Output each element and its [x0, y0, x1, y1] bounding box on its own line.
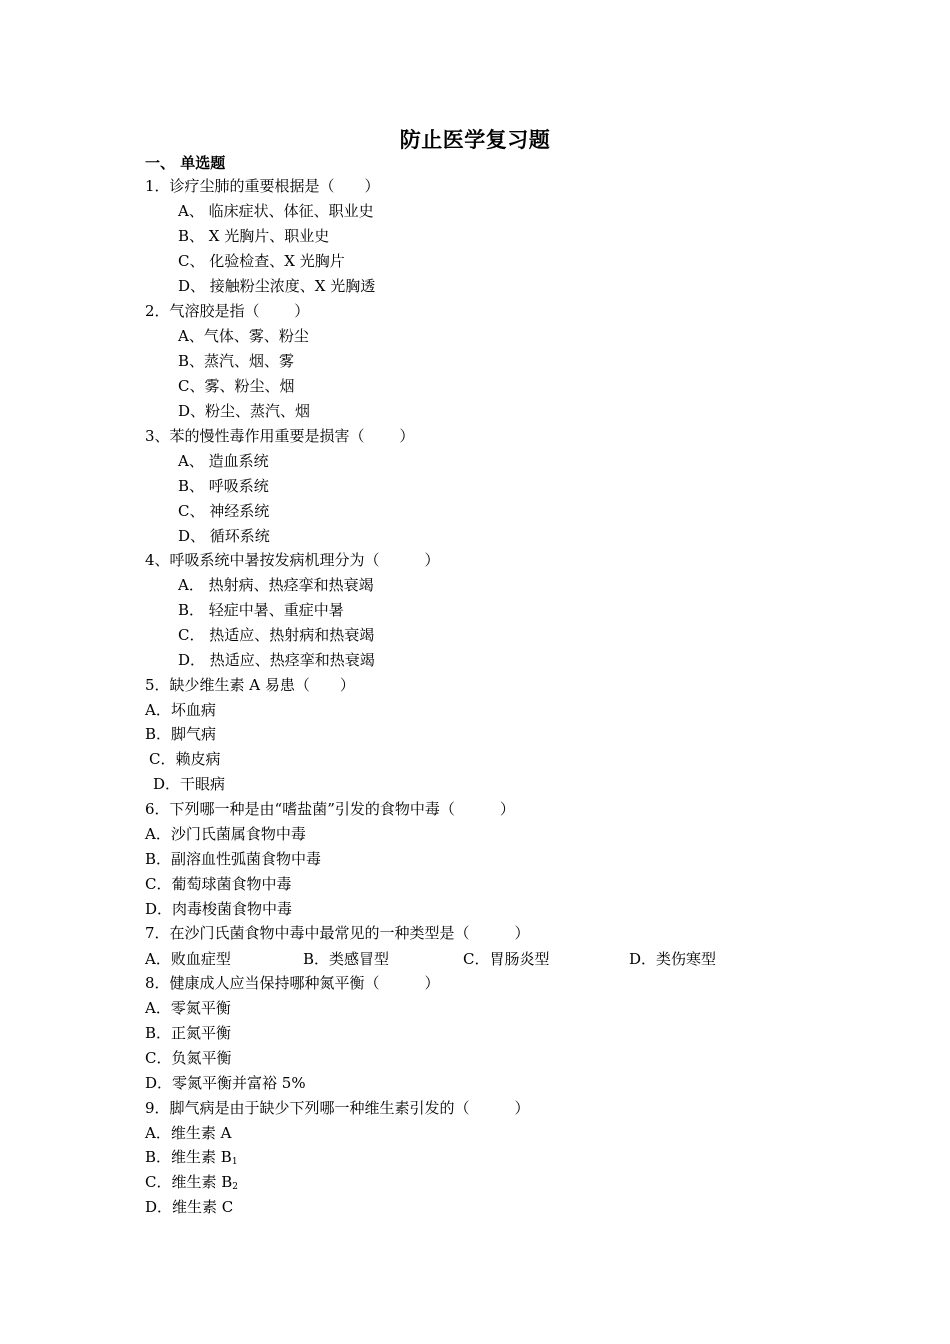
- question-4-option-d: D． 热适应、热痉挛和热衰竭: [178, 651, 375, 669]
- question-1-option-d: D、 接触粉尘浓度、X 光胸透: [178, 277, 376, 295]
- question-1-option-b: B、 X 光胸片、职业史: [178, 227, 330, 245]
- question-8-stem: 8．健康成人应当保持哪种氮平衡（ ）: [145, 974, 440, 992]
- question-7-option-a: A．败血症型: [145, 950, 231, 968]
- question-4-option-b: B． 轻症中暑、重症中暑: [178, 601, 344, 619]
- question-3-option-b: B、 呼吸系统: [178, 477, 269, 495]
- question-9-option-d: D．维生素 C: [145, 1198, 234, 1216]
- question-4-option-c: C． 热适应、热射病和热衰竭: [178, 626, 375, 644]
- question-8-option-a: A．零氮平衡: [145, 999, 231, 1017]
- question-5-stem: 5．缺少维生素 A 易患（ ）: [145, 676, 355, 694]
- question-9-stem: 9．脚气病是由于缺少下列哪一种维生素引发的（ ）: [145, 1099, 530, 1117]
- question-1-option-c: C、 化验检查、X 光胸片: [178, 252, 345, 270]
- question-3-option-c: C、 神经系统: [178, 502, 270, 520]
- question-2-option-d: D、粉尘、蒸汽、烟: [178, 402, 311, 420]
- question-4-option-a: A． 热射病、热痉挛和热衰竭: [178, 576, 374, 594]
- question-1-stem: 1．诊疗尘肺的重要根据是（ ）: [145, 177, 380, 195]
- question-3-stem: 3、苯的慢性毒作用重要是损害（ ）: [145, 427, 415, 445]
- question-8-option-c: C．负氮平衡: [145, 1049, 232, 1067]
- question-9-option-a: A．维生素 A: [145, 1124, 232, 1142]
- question-7-option-b: B．类感冒型: [303, 950, 390, 968]
- question-8-option-b: B．正氮平衡: [145, 1024, 232, 1042]
- question-6-stem: 6．下列哪一种是由“嗜盐菌”引发的食物中毒（ ）: [145, 800, 515, 818]
- question-6-option-a: A．沙门氏菌属食物中毒: [145, 825, 306, 843]
- question-5-option-d: D．干眼病: [153, 775, 226, 793]
- question-6-option-c: C．葡萄球菌食物中毒: [145, 875, 292, 893]
- question-3-option-d: D、 循环系统: [178, 527, 270, 545]
- question-2-stem: 2．气溶胶是指（ ）: [145, 302, 310, 320]
- question-7-option-d: D．类伤寒型: [629, 950, 717, 968]
- question-4-stem: 4、呼吸系统中暑按发病机理分为（ ）: [145, 551, 440, 569]
- question-9-option-c: C．维生素 $B_2$: [145, 1173, 239, 1192]
- question-9-option-b: B．维生素 $B_1$: [145, 1148, 238, 1167]
- question-6-option-d: D．肉毒梭菌食物中毒: [145, 900, 293, 918]
- question-1-option-a: A、 临床症状、体征、职业史: [178, 202, 374, 220]
- question-2-option-b: B、蒸汽、烟、雾: [178, 352, 295, 370]
- question-7-stem: 7．在沙门氏菌食物中毒中最常见的一种类型是（ ）: [145, 924, 530, 942]
- question-2-option-c: C、雾、粉尘、烟: [178, 377, 295, 395]
- question-5-option-a: A．坏血病: [145, 701, 216, 719]
- question-8-option-d: D．零氮平衡并富裕 5%: [145, 1074, 306, 1092]
- question-5-option-b: B．脚气病: [145, 725, 217, 743]
- question-2-option-a: A、气体、雾、粉尘: [178, 327, 309, 345]
- question-7-option-c: C．胃肠炎型: [463, 950, 550, 968]
- section-heading: 一、 单选题: [145, 154, 226, 172]
- question-5-option-c: C．赖皮病: [149, 750, 221, 768]
- question-3-option-a: A、 造血系统: [178, 452, 269, 470]
- question-6-option-b: B．副溶血性弧菌食物中毒: [145, 850, 322, 868]
- document-title: 防止医学复习题: [399, 128, 551, 152]
